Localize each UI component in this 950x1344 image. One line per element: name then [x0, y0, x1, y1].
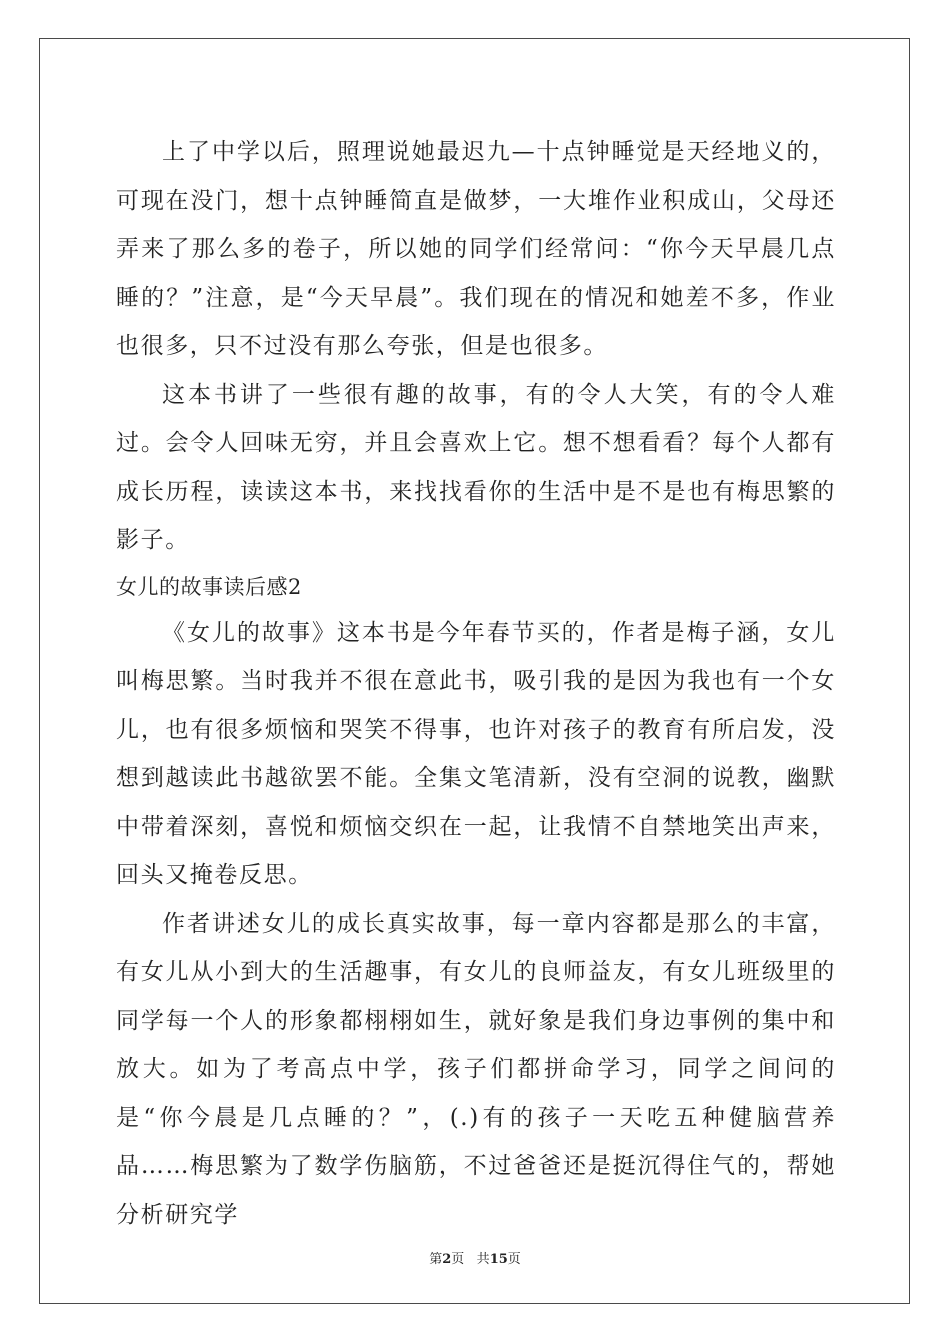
- page-prefix: 第: [429, 1252, 443, 1267]
- total-unit: 页: [507, 1252, 521, 1267]
- paragraph: 《女儿的故事》这本书是今年春节买的，作者是梅子涵，女儿叫梅思繁。当时我并不很在意此书，吸引我的是因为我也有一个女儿，也有很多烦恼和哭笑不得事，也许对孩子的教育有所启发，没想到越读此书越欲罢不能。全集文笔清新，没有空洞的说教，幽默中带着深刻，喜悦和烦恼交织在一起，让我情不自禁地笑出声来，回头又掩卷反思。: [116, 619, 836, 888]
- paragraph: 上了中学以后，照理说她最迟九—十点钟睡觉是天经地义的，可现在没门，想十点钟睡简直是做梦，一大堆作业积成山，父母还弄来了那么多的卷子，所以她的同学们经常问：“你今天早晨几点睡的？”注意，是“今天早晨”。我们现在的情况和她差不多，作业也很多，只不过没有那么夸张，但是也很多。: [116, 139, 836, 359]
- paragraph: 作者讲述女儿的成长真实故事，每一章内容都是那么的丰富，有女儿从小到大的生活趣事，有女儿的良师益友，有女儿班级里的同学每一个人的形象都栩栩如生，就好象是我们身边事例的集中和放大。如为了考高点中学，孩子们都拼命学习，同学之间问的是“你今晨是几点睡的？”，(.)有的孩子一天吃五种健脑营养品……梅思繁为了数学伤脑筋，不过爸爸还是挺沉得住气的，帮她分析研究学: [116, 910, 836, 1228]
- current-page-number: 2: [442, 1252, 452, 1267]
- page-unit: 页: [451, 1252, 465, 1267]
- page-footer: [0, 1248, 950, 1267]
- total-page-count: 15: [489, 1252, 508, 1267]
- document-body: [116, 128, 836, 1239]
- section-title: 女儿的故事读后感2: [116, 574, 302, 599]
- total-prefix: 共: [476, 1252, 490, 1267]
- paragraph: 这本书讲了一些很有趣的故事，有的令人大笑，有的令人难过。会令人回味无穷，并且会喜欢上它。想不想看看？每个人都有成长历程，读读这本书，来找找看你的生活中是不是也有梅思繁的影子。: [116, 381, 836, 553]
